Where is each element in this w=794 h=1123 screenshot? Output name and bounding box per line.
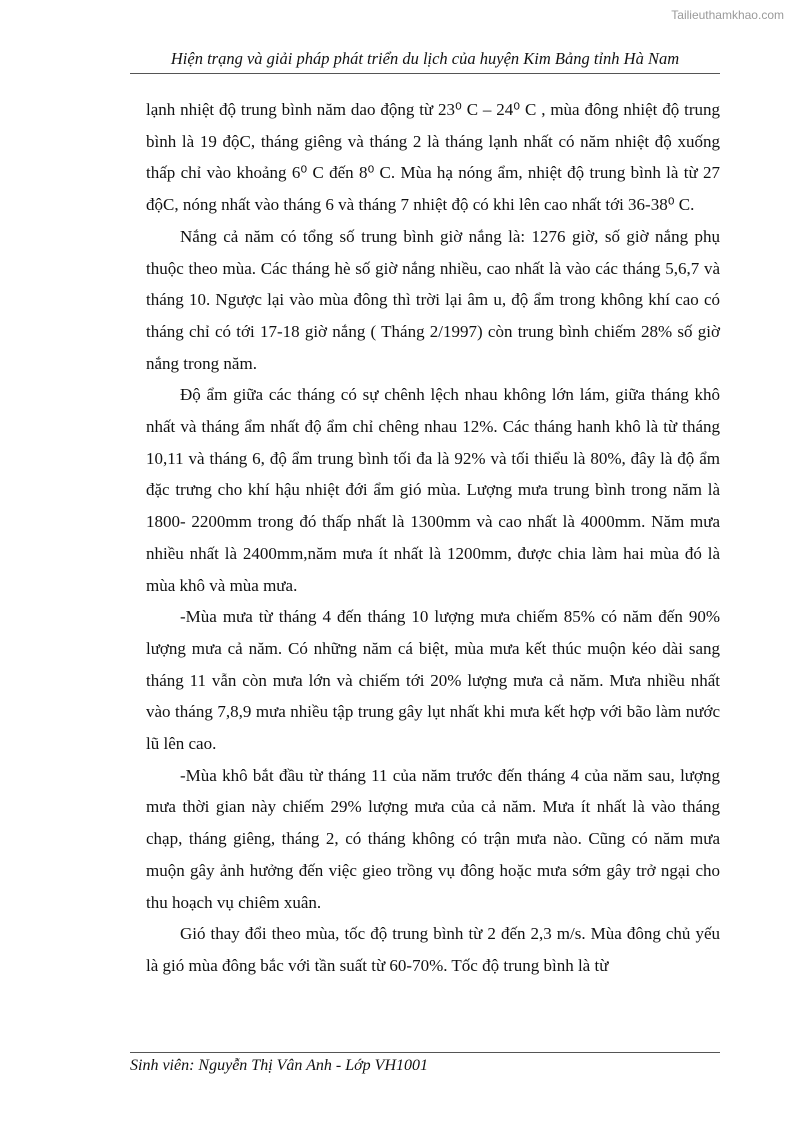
header-divider (130, 73, 720, 74)
paragraph: -Mùa mưa từ tháng 4 đến tháng 10 lượng mưa chiếm 85% có năm đến 90% lượng mưa cả năm. Có những năm cá biệt, mùa mưa kết thúc muộn kéo dài sang tháng 11 vẫn còn mưa lớn và chiếm tới 20% lượng mưa cả năm. Mưa nhiều nhất vào tháng 7,8,9 mưa nhiều tập trung gây lụt nhất khi mưa kết hợp với bão làm nước lũ lên cao. (146, 607, 720, 754)
watermark: Tailieuthamkhao.com (671, 8, 784, 22)
paragraph: Nắng cả năm có tổng số trung bình giờ nắng là: 1276 giờ, số giờ nắng phụ thuộc theo mùa. Các tháng hè số giờ nắng nhiều, cao nhất là vào các tháng 5,6,7 và tháng 10. Ngược lại vào mùa đông thì trời lại âm u, độ ẩm trong không khí cao có tháng chỉ có tới 17-18 giờ nắng ( Tháng 2/1997) còn trung bình chiếm 28% số giờ nắng trong năm. (146, 226, 720, 373)
paragraph: Độ ẩm giữa các tháng có sự chênh lệch nhau không lớn lám, giữa tháng khô nhất và tháng ẩm nhất độ ẩm chỉ chêng nhau 12%. Các tháng hanh khô là từ tháng 10,11 và tháng 6, độ ẩm trung bình tối đa là 92% và tối thiểu là 80%, đây là độ ẩm đặc trưng cho khí hậu nhiệt đới ẩm gió mùa. Lượng mưa trung bình trong năm là 1800- 2200mm trong đó thấp nhất là 1300mm và cao nhất là 4000mm. Năm mưa nhiều nhất là 2400mm,năm mưa ít nhất là 1200mm, được chia làm hai mùa đó là mùa khô và mùa mưa. (146, 385, 720, 595)
paragraph: lạnh nhiệt độ trung bình năm dao động từ 23⁰ C – 24⁰ C , mùa đông nhiệt độ trung bình là 19 độC, tháng giêng và tháng 2 là tháng lạnh nhất có năm nhiệt độ xuống thấp chỉ vào khoảng 6⁰ C đến 8⁰ C. Mùa hạ nóng ẩm, nhiệt độ trung bình là từ 27 độC, nóng nhất vào tháng 6 và tháng 7 nhiệt độ có khi lên cao nhất tới 36-38⁰ C. (146, 100, 720, 215)
document-body (146, 94, 720, 982)
footer-divider (130, 1052, 720, 1053)
paragraph: Gió thay đổi theo mùa, tốc độ trung bình từ 2 đến 2,3 m/s. Mùa đông chủ yếu là gió mùa đông bắc với tần suất từ 60-70%. Tốc độ trung bình là từ (146, 924, 720, 975)
page-header-title: Hiện trạng và giải pháp phát triển du lịch của huyện Kim Bảng tỉnh Hà Nam (170, 49, 680, 68)
page-footer-author: Sinh viên: Nguyễn Thị Vân Anh - Lớp VH1001 (130, 1057, 428, 1074)
paragraph: -Mùa khô bắt đầu từ tháng 11 của năm trước đến tháng 4 của năm sau, lượng mưa thời gian này chiếm 29% lượng mưa của cả năm. Mưa ít nhất là vào tháng chạp, tháng giêng, tháng 2, có tháng không có trận mưa nào. Cũng có năm mưa muộn gây ảnh hưởng đến việc gieo trồng vụ đông hoặc mưa sớm gây trở ngại cho thu hoạch vụ chiêm xuân. (146, 765, 720, 912)
